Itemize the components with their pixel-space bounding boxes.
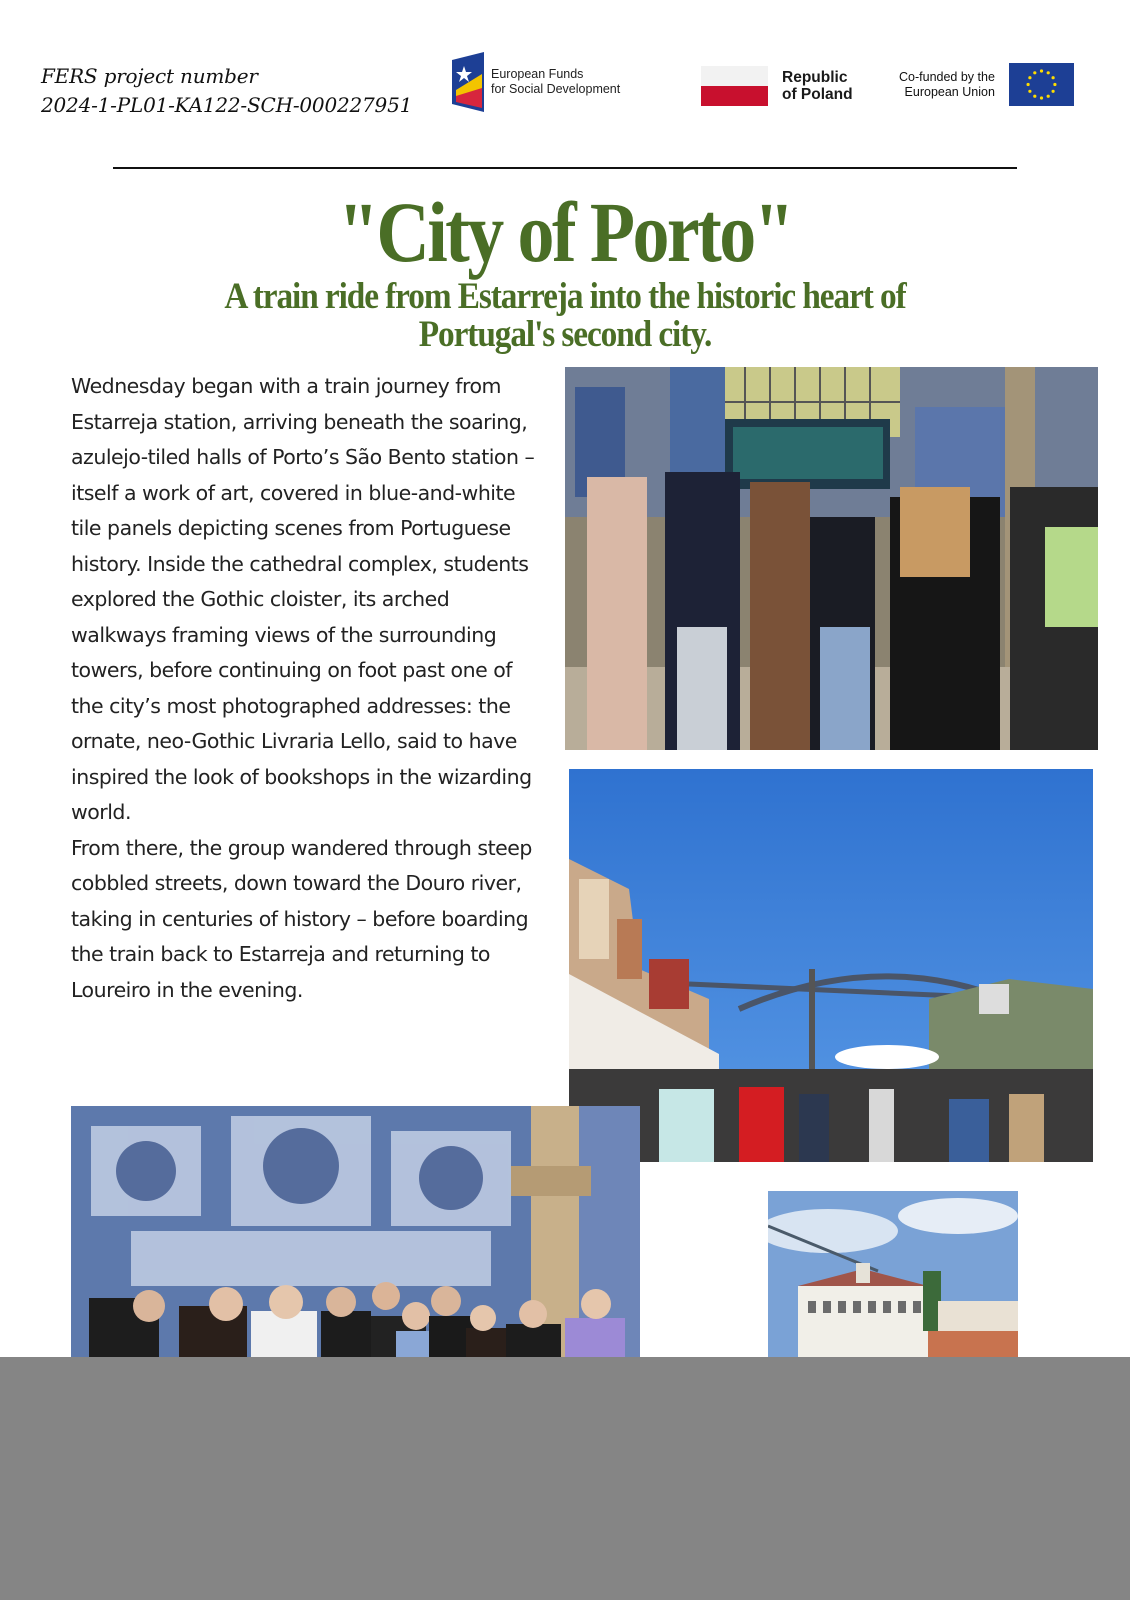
efsd-label-line1: European Funds (491, 67, 584, 81)
photo-douro-riverside-bridge (569, 769, 1093, 1162)
header-divider (113, 167, 1017, 169)
grey-overlay-band (0, 1357, 1130, 1600)
article-body (71, 369, 541, 1008)
eu-label-line1: Co-funded by the (899, 69, 995, 84)
eu-cofunded-logo (899, 63, 1074, 106)
efsd-label-line2: for Social Development (491, 82, 621, 96)
project-label: FERS project number (41, 64, 258, 88)
photo-sao-bento-station (565, 367, 1098, 750)
project-number: 2024-1-PL01-KA122-SCH-000227951 (41, 93, 413, 117)
eu-flag-icon (1009, 63, 1074, 106)
photo-episcopal-palace (768, 1191, 1018, 1362)
project-number-block (41, 62, 412, 120)
european-funds-logo (452, 52, 620, 112)
page-subtitle: A train ride from Estarreja into the historic heart of Portugal's second city. (224, 276, 906, 355)
european-funds-emblem-icon (452, 52, 484, 112)
photo-group-azulejo-cloister (71, 1106, 640, 1362)
poland-label-line1: Republic (782, 69, 848, 86)
article-paragraph-2: From there, the group wandered through steep cobbled streets, down toward the Douro river, taking in centuries of history – before boarding the train back to Estarreja and returning to Loureiro in the evening. (71, 835, 532, 1002)
article-paragraph-1: Wednesday began with a train journey from Estarreja station, arriving beneath the soaring, azulejo-tiled halls of Porto’s São Bento station – itself a work of art, covered in blue-and-white tile panels depicting scenes from Portuguese history. Inside the cathedral complex, students explored the Gothic cloister, its arched walkways framing views of the surrounding towers, before continuing on foot past one of the city’s most photographed addresses: the ornate, neo-Gothic Livraria Lello, said to have inspired the look of bookshops in the wizarding world. (71, 374, 535, 824)
poland-label-line2: of Poland (782, 86, 853, 103)
poland-flag-icon (701, 66, 768, 106)
republic-of-poland-logo (701, 66, 853, 106)
eu-label-line2: European Union (904, 84, 995, 99)
page-title: "City of Porto" (337, 184, 793, 280)
